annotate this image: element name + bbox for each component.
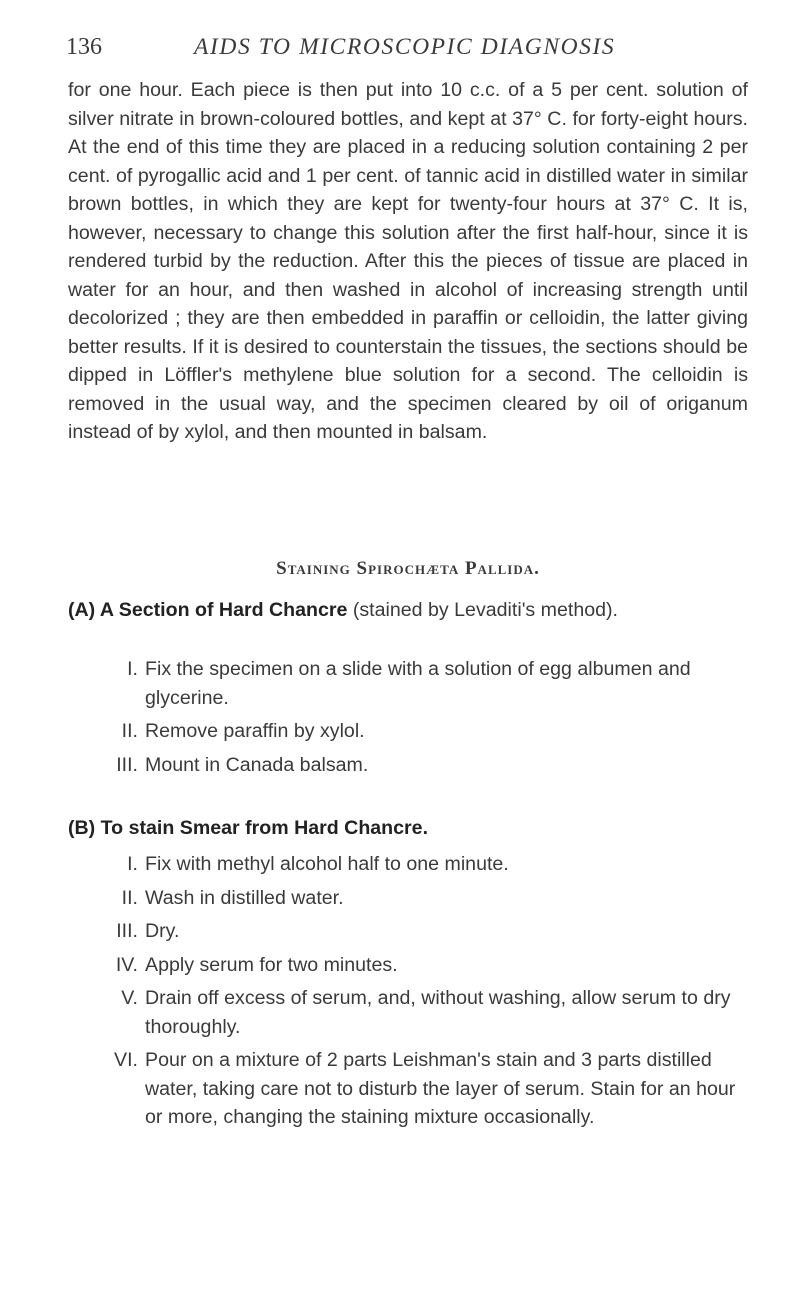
section-a-steps [68, 655, 748, 784]
step-text: Remove paraffin by xylol. [145, 720, 365, 742]
step-item [68, 717, 748, 746]
section-heading: Staining Spirochæta Pallida. [276, 558, 540, 579]
step-item [68, 655, 748, 712]
step-item [68, 917, 748, 946]
step-text: Fix with methyl alcohol half to one minute. [145, 853, 509, 875]
step-text: Drain off excess of serum, and, without washing, allow serum to dry thoroughly. [145, 987, 731, 1038]
step-number: I. [127, 658, 138, 680]
step-number: III. [116, 920, 138, 942]
step-item [68, 751, 748, 780]
step-text: Dry. [145, 920, 180, 942]
step-item [68, 850, 748, 879]
running-head [66, 34, 760, 68]
step-item [68, 984, 748, 1041]
step-number: II. [121, 886, 138, 909]
step-number: VI. [114, 1049, 138, 1071]
step-text: Wash in distilled water. [145, 886, 344, 909]
step-text: Fix the specimen on a slide with a solution of egg albumen and glycerine. [145, 658, 691, 709]
section-a-heading-rest: (stained by Levaditi's method). [347, 599, 618, 621]
section-a-heading-bold: (A) A Section of Hard Chancre [68, 599, 348, 621]
step-text: Mount in Canada balsam. [145, 753, 369, 776]
step-number: II. [121, 720, 138, 742]
section-b-steps [68, 850, 748, 1137]
step-number: III. [116, 753, 138, 776]
step-number: I. [127, 853, 138, 875]
running-title: AIDS TO MICROSCOPIC DIAGNOSIS [194, 34, 616, 60]
step-text: Apply serum for two minutes. [145, 953, 398, 976]
page-number: 136 [66, 34, 102, 60]
section-b-heading-bold: (B) To stain Smear from Hard Chancre. [68, 817, 429, 839]
section-b-heading [68, 814, 748, 843]
step-item [68, 884, 748, 913]
step-number: IV. [115, 953, 138, 976]
section-a-heading [68, 596, 748, 625]
step-text: Pour on a mixture of 2 parts Leishman's stain and 3 parts distilled water, taking care not to disturb the layer of serum. Stain for an hour or more, changing the staining mixture occasionally. [145, 1049, 736, 1128]
body-paragraph: for one hour. Each piece is then put into 10 c.c. of a 5 per cent. solution of silver nitrate in brown-coloured bottles, and kept at 37° C. for forty-eight hours. At the end of this time they are placed in a reducing solution containing 2 per cent. of pyrogallic acid and 1 per cent. of tannic acid in distilled water in similar brown bottles, in which they are kept for twenty-four hours at 37° C. It is, however, necessary to change this solution after the first half-hour, since it is rendered turbid by the reduction. After this the pieces of tissue are placed in water for an hour, and then washed in alcohol of increasing strength until decolorized ; they are then embedded in paraffin or celloidin, the latter giving better results. If it is desired to counterstain the tissues, the sections should be dipped in Löffler's methylene blue solution for a second. The celloidin is removed in the usual way, and the specimen cleared by oil of origanum instead of by xylol, and then mounted in balsam. [68, 79, 748, 443]
step-item [68, 951, 748, 980]
step-number: V. [121, 987, 138, 1009]
step-item [68, 1046, 748, 1132]
